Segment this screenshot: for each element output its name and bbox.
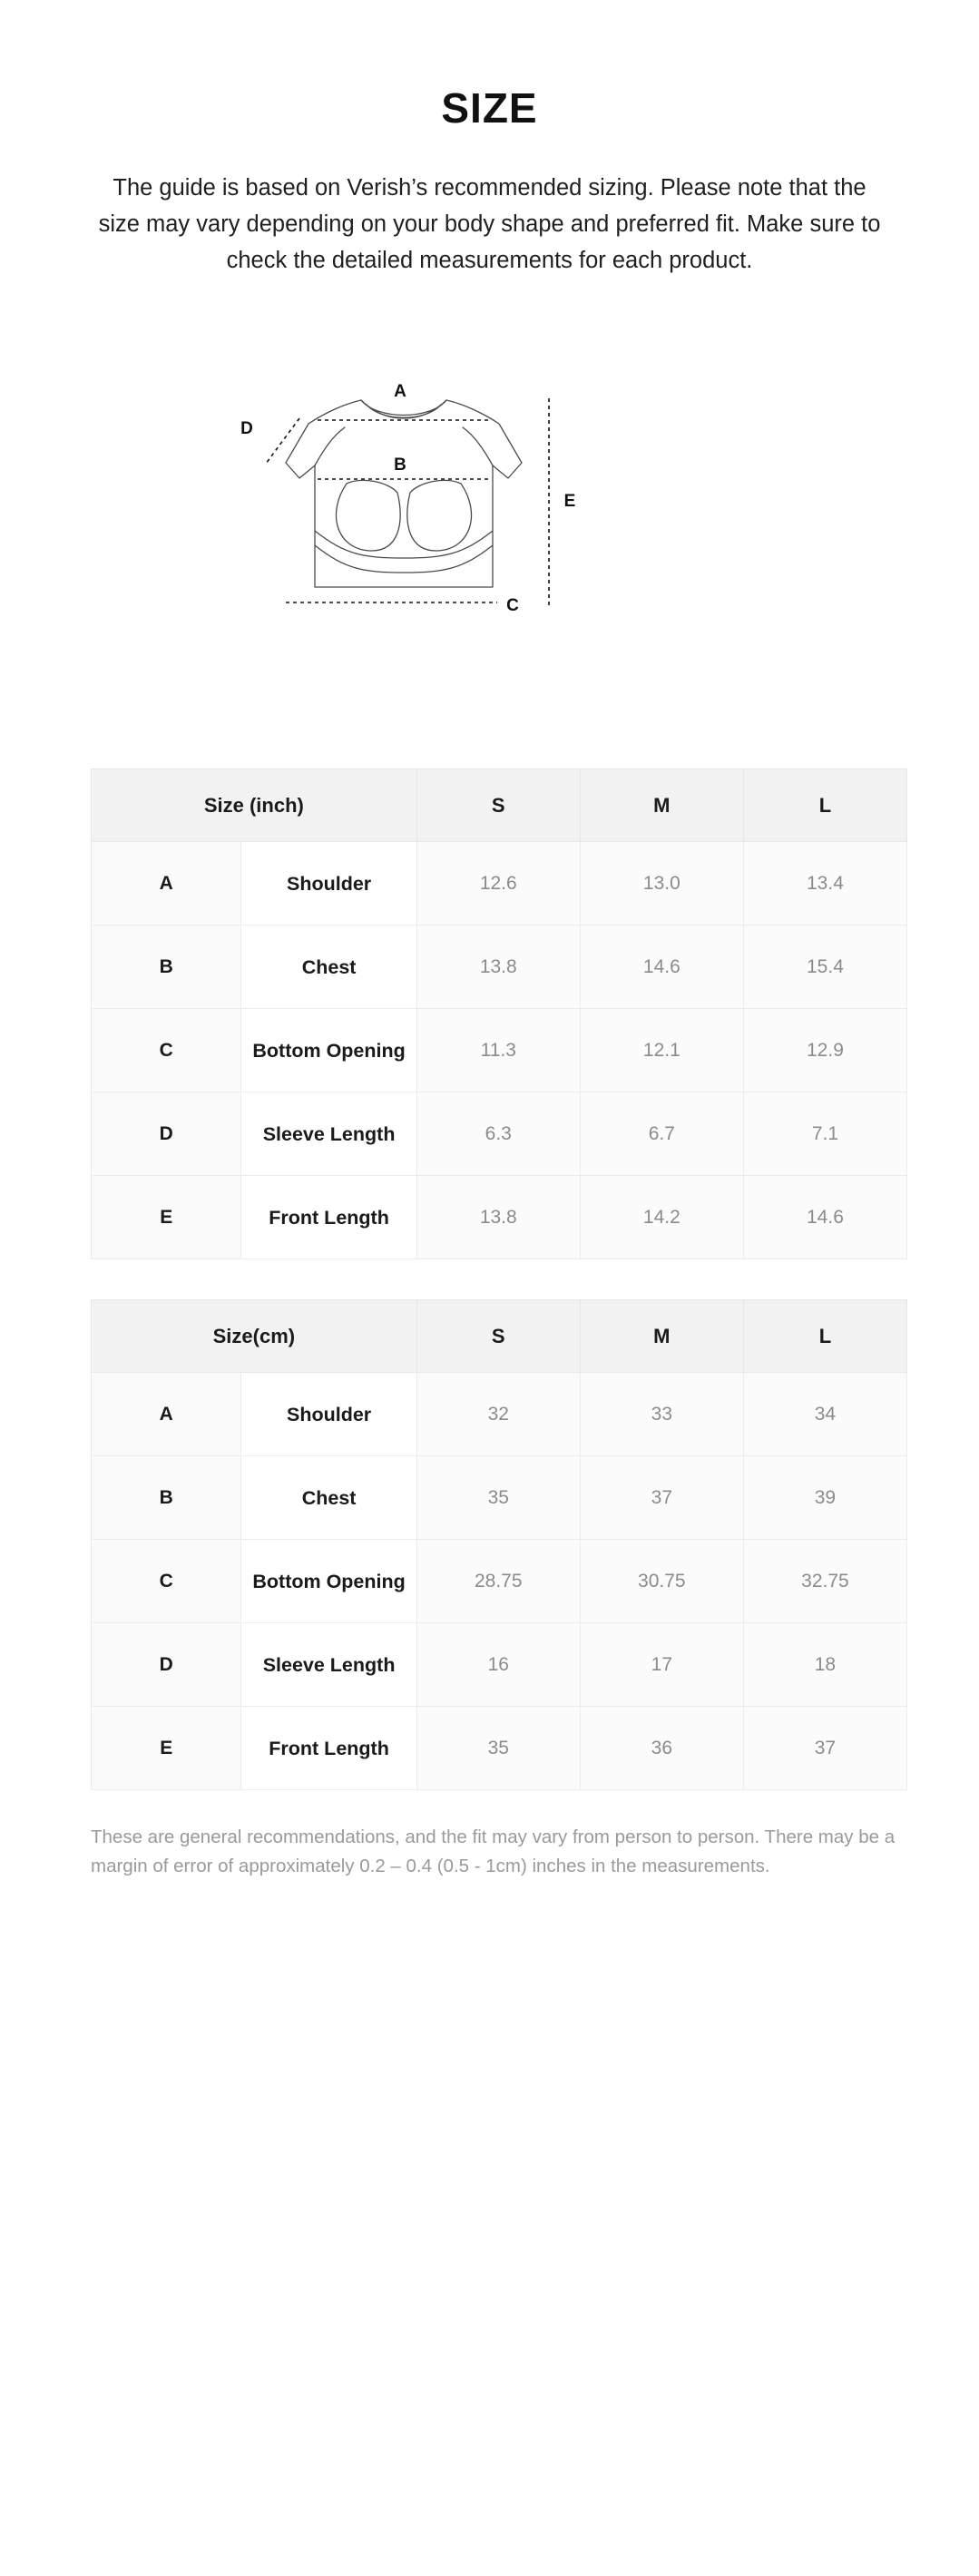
row-letter: E — [92, 1707, 241, 1790]
col-header-m: M — [580, 1300, 743, 1373]
row-letter: E — [92, 1176, 241, 1259]
row-letter: D — [92, 1623, 241, 1707]
row-part: Front Length — [241, 1176, 416, 1259]
cell-s: 13.8 — [416, 926, 580, 1009]
row-letter: B — [92, 1456, 241, 1540]
cell-m: 33 — [580, 1373, 743, 1456]
row-letter: C — [92, 1009, 241, 1092]
diagram-label-c: C — [505, 596, 519, 616]
cell-m: 14.2 — [580, 1176, 743, 1259]
row-part: Bottom Opening — [241, 1009, 416, 1092]
intro-text: The guide is based on Verish’s recommended sizing. Please note that the size may vary depending on your body shape and preferred fit. Make sure to check the detailed measurements for each product. — [98, 175, 881, 273]
table-row — [92, 1456, 907, 1540]
row-letter: B — [92, 926, 241, 1009]
row-part: Chest — [241, 926, 416, 1009]
size-table-cm — [91, 1299, 907, 1790]
cell-l: 12.9 — [743, 1009, 906, 1092]
table-header-row — [92, 769, 907, 842]
cell-m: 12.1 — [580, 1009, 743, 1092]
table-row — [92, 1540, 907, 1623]
cell-l: 32.75 — [743, 1540, 906, 1623]
col-header-s: S — [416, 769, 580, 842]
size-guide-page — [0, 83, 979, 1990]
cell-l: 39 — [743, 1456, 906, 1540]
cell-s: 12.6 — [416, 842, 580, 926]
table-row — [92, 1707, 907, 1790]
size-table-inch — [91, 769, 907, 1259]
cell-l: 13.4 — [743, 842, 906, 926]
cell-l: 15.4 — [743, 926, 906, 1009]
table-row — [92, 1009, 907, 1092]
cell-l: 14.6 — [743, 1176, 906, 1259]
diagram-label-d: D — [240, 419, 253, 439]
row-letter: D — [92, 1092, 241, 1176]
table-row — [92, 926, 907, 1009]
row-letter: A — [92, 842, 241, 926]
cell-m: 36 — [580, 1707, 743, 1790]
cell-l: 34 — [743, 1373, 906, 1456]
col-header-l: L — [743, 769, 906, 842]
cell-m: 17 — [580, 1623, 743, 1707]
diagram-label-b: B — [393, 455, 406, 475]
size-table-inch-block — [91, 769, 888, 1259]
table-row — [92, 1092, 907, 1176]
row-part: Shoulder — [241, 842, 416, 926]
row-part: Front Length — [241, 1707, 416, 1790]
garment-diagram — [209, 377, 771, 649]
table-header-row — [92, 1300, 907, 1373]
cell-m: 14.6 — [580, 926, 743, 1009]
table-row — [92, 842, 907, 926]
col-header-size-unit: Size (inch) — [92, 769, 417, 842]
col-header-size-unit: Size(cm) — [92, 1300, 417, 1373]
cell-s: 13.8 — [416, 1176, 580, 1259]
diagram-label-a: A — [393, 382, 406, 402]
col-header-s: S — [416, 1300, 580, 1373]
cell-m: 6.7 — [580, 1092, 743, 1176]
cell-s: 16 — [416, 1623, 580, 1707]
cell-m: 37 — [580, 1456, 743, 1540]
cell-s: 35 — [416, 1707, 580, 1790]
col-header-l: L — [743, 1300, 906, 1373]
size-table-cm-block — [91, 1299, 888, 1790]
cell-l: 7.1 — [743, 1092, 906, 1176]
diagram-label-e: E — [563, 492, 575, 512]
row-part: Shoulder — [241, 1373, 416, 1456]
cell-m: 13.0 — [580, 842, 743, 926]
row-part: Sleeve Length — [241, 1092, 416, 1176]
row-part: Chest — [241, 1456, 416, 1540]
table-row — [92, 1373, 907, 1456]
row-letter: C — [92, 1540, 241, 1623]
table-row — [92, 1176, 907, 1259]
row-part: Bottom Opening — [241, 1540, 416, 1623]
cell-m: 30.75 — [580, 1540, 743, 1623]
cell-s: 11.3 — [416, 1009, 580, 1092]
row-letter: A — [92, 1373, 241, 1456]
footnote-text: These are general recommendations, and the fit may vary from person to person. There may be a margin of error of approximately 0.2 – 0.4 (0.5 - 1cm) inches in the measurements. — [91, 1827, 896, 1877]
table-row — [92, 1623, 907, 1707]
cell-s: 32 — [416, 1373, 580, 1456]
page-title: SIZE — [441, 84, 538, 132]
cell-s: 28.75 — [416, 1540, 580, 1623]
measurement-diagram-container — [91, 377, 888, 649]
col-header-m: M — [580, 769, 743, 842]
row-part: Sleeve Length — [241, 1623, 416, 1707]
cell-s: 35 — [416, 1456, 580, 1540]
cell-l: 18 — [743, 1623, 906, 1707]
cell-l: 37 — [743, 1707, 906, 1790]
cell-s: 6.3 — [416, 1092, 580, 1176]
